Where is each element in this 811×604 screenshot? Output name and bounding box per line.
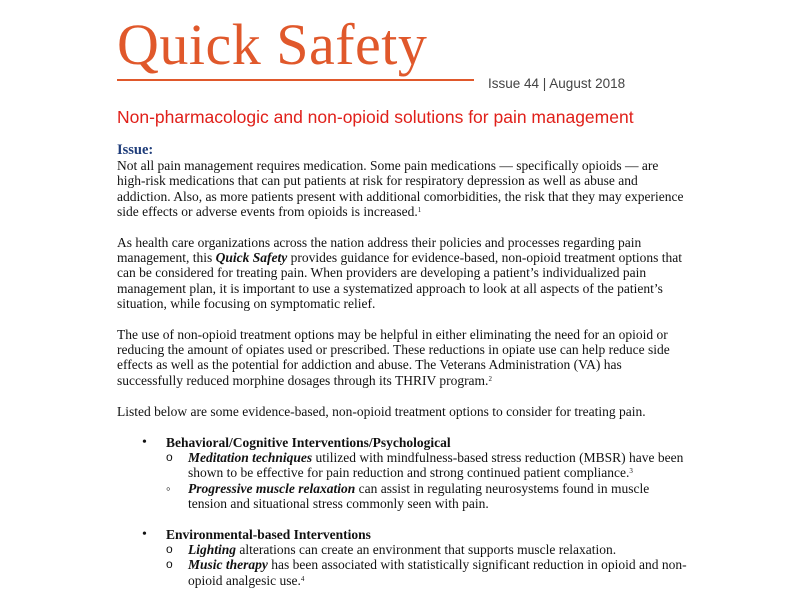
sub-item-muscle-relaxation: ◦ Progressive muscle relaxation can assist in regulating neurosystems found in muscle tension and situational stress commonly seen with pain.	[166, 481, 687, 511]
section-title-issue: Issue:	[117, 142, 154, 158]
list-item-environmental	[117, 527, 687, 588]
paragraph-3: The use of non-opioid treatment options may be helpful in either eliminating the need for an opioid or reducing the amount of opiates used or prescribed. These reductions in opiate use can help reduce side effects as well as the potential for addiction and abuse. The Veterans Administration (VA) has successfully reduced morphine dosages through its THRIV program.$^2$	[117, 327, 670, 388]
intervention-list	[117, 435, 687, 588]
page-headline: Non-pharmacologic and non-opioid solutions for pain management	[117, 107, 634, 127]
sub-item-music-therapy: o Music therapy has been associated with statistically significant reduction in opioid and non-opioid analgesic use.$^4$	[166, 557, 687, 587]
list-item-behavioral	[117, 435, 687, 511]
paragraph-2: As health care organizations across the nation address their policies and processes regarding pain management, this Quick Safety provides guidance for evidence-based, non-opioid treatment options that can be considered for treating pain. When providers are developing a patient’s individualized pain management plan, it is important to use a systematized approach to look at all aspects of the patient’s situation, while focusing on symptomatic relief.	[117, 235, 682, 311]
issue-date: Issue 44 | August 2018	[488, 76, 626, 91]
sub-list	[166, 542, 687, 588]
sub-item-lighting: o Lighting alterations can create an environment that supports muscle relaxation.	[166, 542, 687, 557]
masthead-title: Quick Safety	[117, 12, 428, 77]
paragraph-1: Not all pain management requires medication. Some pain medications — specifically opioids — are high-risk medications that can put patients at risk for respiratory depression as well as abuse and addiction. Also, as more patients present with additional comorbidities, the risk that they may experience side effects or adverse events from opioids is increased.$^1$	[117, 158, 684, 219]
footnote-ref-4[interactable]: 4	[300, 574, 305, 583]
bullet-title: • Behavioral/Cognitive Interventions/Psychological	[166, 435, 451, 451]
footnote-ref-2[interactable]: 2	[488, 374, 492, 383]
sub-list	[166, 450, 687, 511]
footnote-ref-3[interactable]: 3	[629, 467, 633, 476]
masthead-rule	[117, 79, 474, 81]
paragraph-4: Listed below are some evidence-based, non-opioid treatment options to consider for treating pain.	[117, 403, 646, 419]
publication-name: Quick Safety	[215, 250, 288, 266]
bullet-title: • Environmental-based Interventions	[166, 527, 371, 543]
footnote-ref-1[interactable]: 1	[417, 205, 422, 214]
sub-item-meditation: o Meditation techniques utilized with mindfulness-based stress reduction (MBSR) have been shown to be effective for pain reduction and strong continued patient compliance.$^3$	[166, 450, 687, 480]
document-body	[117, 143, 687, 604]
